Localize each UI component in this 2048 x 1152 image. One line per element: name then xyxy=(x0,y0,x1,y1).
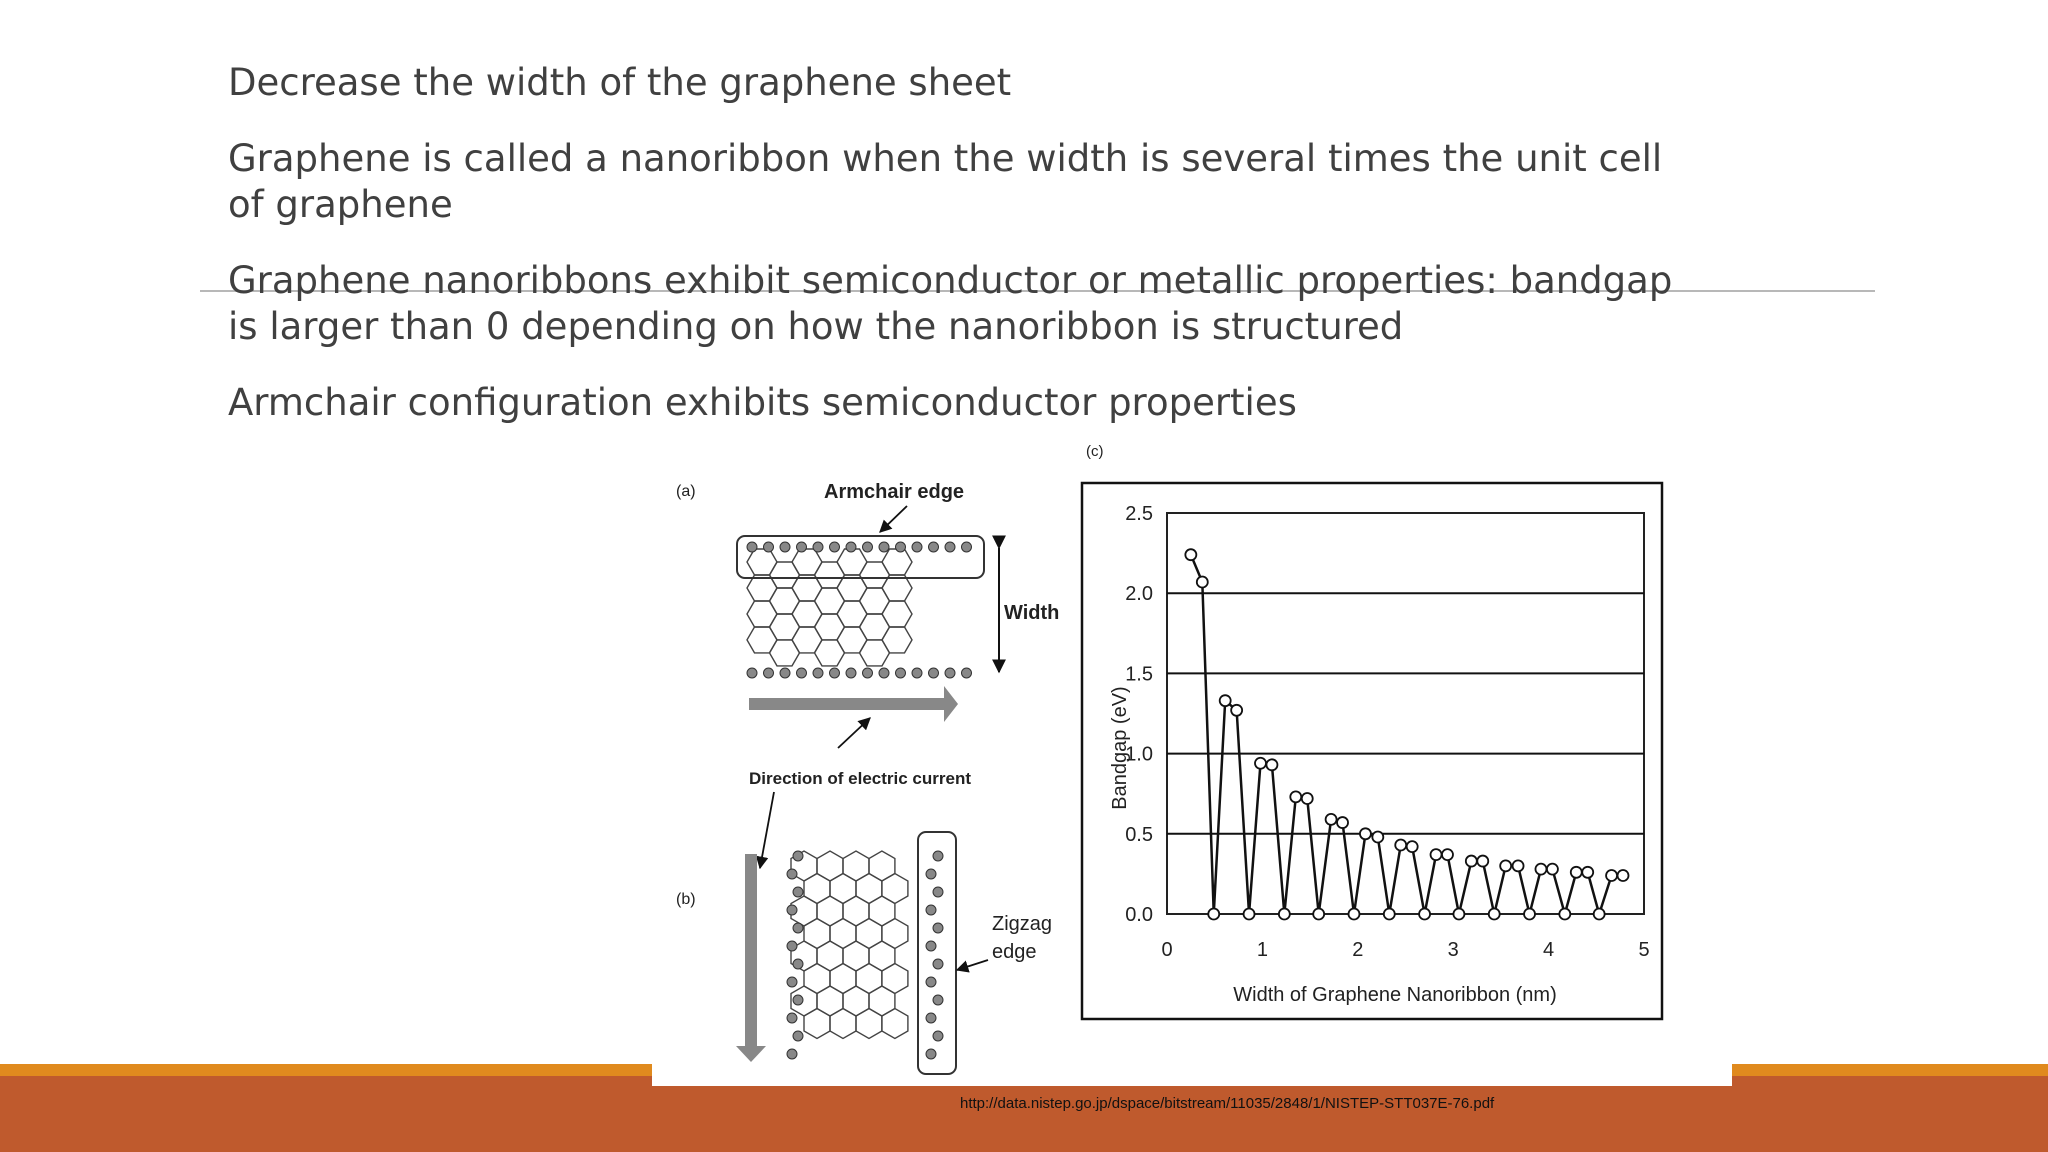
y-tick-label: 0.0 xyxy=(1125,904,1153,926)
data-point xyxy=(1197,576,1208,587)
bandgap-chart xyxy=(1125,503,1649,961)
edge-atom xyxy=(846,668,856,678)
zigzag-lattice xyxy=(787,851,943,1059)
data-point xyxy=(1185,549,1196,560)
data-point xyxy=(1279,909,1290,920)
x-tick-label: 2 xyxy=(1352,939,1364,961)
data-point xyxy=(1500,860,1511,871)
data-point xyxy=(1524,909,1535,920)
chart-xlabel: Width of Graphene Nanoribbon (nm) xyxy=(1233,984,1557,1006)
edge-atom xyxy=(926,869,936,879)
data-point xyxy=(1313,909,1324,920)
edge-atom xyxy=(863,542,873,552)
panel-b-label: (b) xyxy=(676,891,696,908)
data-point xyxy=(1442,849,1453,860)
edge-atom xyxy=(926,941,936,951)
data-point xyxy=(1372,832,1383,843)
edge-atom xyxy=(787,1049,797,1059)
zigzag-edge-pointer xyxy=(957,960,988,970)
bullet-list xyxy=(228,60,1688,456)
edge-atom xyxy=(747,668,757,678)
data-point xyxy=(1594,909,1605,920)
edge-atom xyxy=(926,1013,936,1023)
figure-svg xyxy=(652,436,1732,1086)
panel-a-label: (a) xyxy=(676,483,696,500)
data-point xyxy=(1407,841,1418,852)
x-tick-label: 1 xyxy=(1256,939,1268,961)
edge-atom xyxy=(945,542,955,552)
edge-atom xyxy=(863,668,873,678)
data-point xyxy=(1431,849,1442,860)
current-pointer-b xyxy=(760,792,774,868)
data-point xyxy=(1220,695,1231,706)
edge-atom xyxy=(912,668,922,678)
y-tick-label: 2.5 xyxy=(1125,503,1153,525)
current-pointer-a xyxy=(838,718,870,748)
edge-atom xyxy=(926,977,936,987)
y-tick-label: 2.0 xyxy=(1125,583,1153,606)
edge-atom xyxy=(933,959,943,969)
x-tick-label: 5 xyxy=(1638,939,1650,961)
current-arrow-horizontal xyxy=(749,686,958,722)
data-point xyxy=(1266,759,1277,770)
edge-atom xyxy=(933,1031,943,1041)
data-point xyxy=(1326,814,1337,825)
bullet-1: Decrease the width of the graphene sheet xyxy=(228,61,1012,104)
edge-atom xyxy=(787,1013,797,1023)
edge-atom xyxy=(764,668,774,678)
edge-atom xyxy=(787,905,797,915)
data-point xyxy=(1535,864,1546,875)
hexagon-cell xyxy=(804,1009,830,1039)
edge-atom xyxy=(797,668,807,678)
data-point xyxy=(1255,758,1266,769)
data-point xyxy=(1337,817,1348,828)
data-point xyxy=(1290,791,1301,802)
x-tick-label: 4 xyxy=(1543,939,1555,961)
bandgap-series-line xyxy=(1191,555,1623,914)
edge-atom xyxy=(933,887,943,897)
x-tick-label: 0 xyxy=(1161,939,1173,961)
edge-atom xyxy=(797,542,807,552)
footer-band-rust xyxy=(0,1076,2048,1152)
data-point xyxy=(1606,870,1617,881)
data-point xyxy=(1360,828,1371,839)
x-tick-label: 3 xyxy=(1447,939,1459,961)
edge-atom xyxy=(830,542,840,552)
source-url: http://data.nistep.go.jp/dspace/bitstream/11035/2848/1/NISTEP-STT037E-76.pdf xyxy=(960,1095,1495,1112)
edge-atom xyxy=(846,542,856,552)
edge-atom xyxy=(912,542,922,552)
bullet-2: Graphene is called a nanoribbon when the width is several times the unit cell of graphene xyxy=(228,137,1663,226)
edge-atom xyxy=(962,542,972,552)
current-arrow-vertical xyxy=(736,854,766,1062)
edge-atom xyxy=(945,668,955,678)
data-point xyxy=(1547,864,1558,875)
edge-atom xyxy=(813,668,823,678)
edge-atom xyxy=(793,959,803,969)
edge-atom xyxy=(747,542,757,552)
edge-atom xyxy=(813,542,823,552)
data-point xyxy=(1489,909,1500,920)
data-point xyxy=(1231,705,1242,716)
data-point xyxy=(1513,860,1524,871)
edge-atom xyxy=(780,668,790,678)
hexagon-cell xyxy=(882,1009,908,1039)
data-point xyxy=(1582,867,1593,878)
armchair-edge-label: Armchair edge xyxy=(824,481,965,503)
edge-atom xyxy=(780,542,790,552)
y-tick-label: 0.5 xyxy=(1125,823,1153,846)
hexagon-cell xyxy=(882,549,912,575)
edge-atom xyxy=(764,542,774,552)
zigzag-label-line1: Zigzag xyxy=(992,913,1053,935)
bullet-3: Graphene nanoribbons exhibit semiconductor or metallic properties: bandgap is larger than 0 depending on how the nanoribbon is structured xyxy=(228,259,1673,348)
bullet-4: Armchair configuration exhibits semiconductor properties xyxy=(228,381,1297,424)
edge-atom xyxy=(793,995,803,1005)
data-point xyxy=(1571,867,1582,878)
data-point xyxy=(1208,909,1219,920)
edge-atom xyxy=(933,851,943,861)
data-point xyxy=(1559,909,1570,920)
edge-atom xyxy=(830,668,840,678)
zigzag-label-line2: edge xyxy=(992,941,1037,963)
hexagon-cell xyxy=(830,1009,856,1039)
data-point xyxy=(1453,909,1464,920)
edge-atom xyxy=(929,542,939,552)
hexagon-cell xyxy=(882,601,912,627)
edge-atom xyxy=(896,668,906,678)
edge-atom xyxy=(926,1049,936,1059)
current-direction-label: Direction of electric current xyxy=(749,769,972,788)
panel-c-label: (c) xyxy=(1086,443,1104,460)
edge-atom xyxy=(929,668,939,678)
armchair-edge-pointer xyxy=(880,506,907,532)
data-point xyxy=(1618,870,1629,881)
y-tick-label: 1.5 xyxy=(1125,663,1153,686)
graphene-figure xyxy=(652,436,1732,1086)
data-point xyxy=(1466,856,1477,867)
chart-ylabel: Bandgap (eV) xyxy=(1109,686,1131,810)
data-point xyxy=(1348,909,1359,920)
edge-atom xyxy=(879,668,889,678)
edge-atom xyxy=(933,923,943,933)
data-point xyxy=(1395,840,1406,851)
y-tick-label: 1.0 xyxy=(1125,743,1153,766)
data-point xyxy=(1302,793,1313,804)
edge-atom xyxy=(962,668,972,678)
edge-atom xyxy=(879,542,889,552)
edge-atom xyxy=(933,995,943,1005)
edge-atom xyxy=(793,923,803,933)
edge-atom xyxy=(787,977,797,987)
hexagon-cell xyxy=(882,627,912,653)
edge-atom xyxy=(793,851,803,861)
edge-atom xyxy=(896,542,906,552)
armchair-lattice xyxy=(747,542,972,678)
hexagon-cell xyxy=(856,1009,882,1039)
data-point xyxy=(1477,856,1488,867)
data-point xyxy=(1384,909,1395,920)
edge-atom xyxy=(787,869,797,879)
edge-atom xyxy=(926,905,936,915)
width-label: Width xyxy=(1004,602,1060,624)
data-point xyxy=(1244,909,1255,920)
edge-atom xyxy=(793,887,803,897)
edge-atom xyxy=(787,941,797,951)
data-point xyxy=(1419,909,1430,920)
edge-atom xyxy=(793,1031,803,1041)
